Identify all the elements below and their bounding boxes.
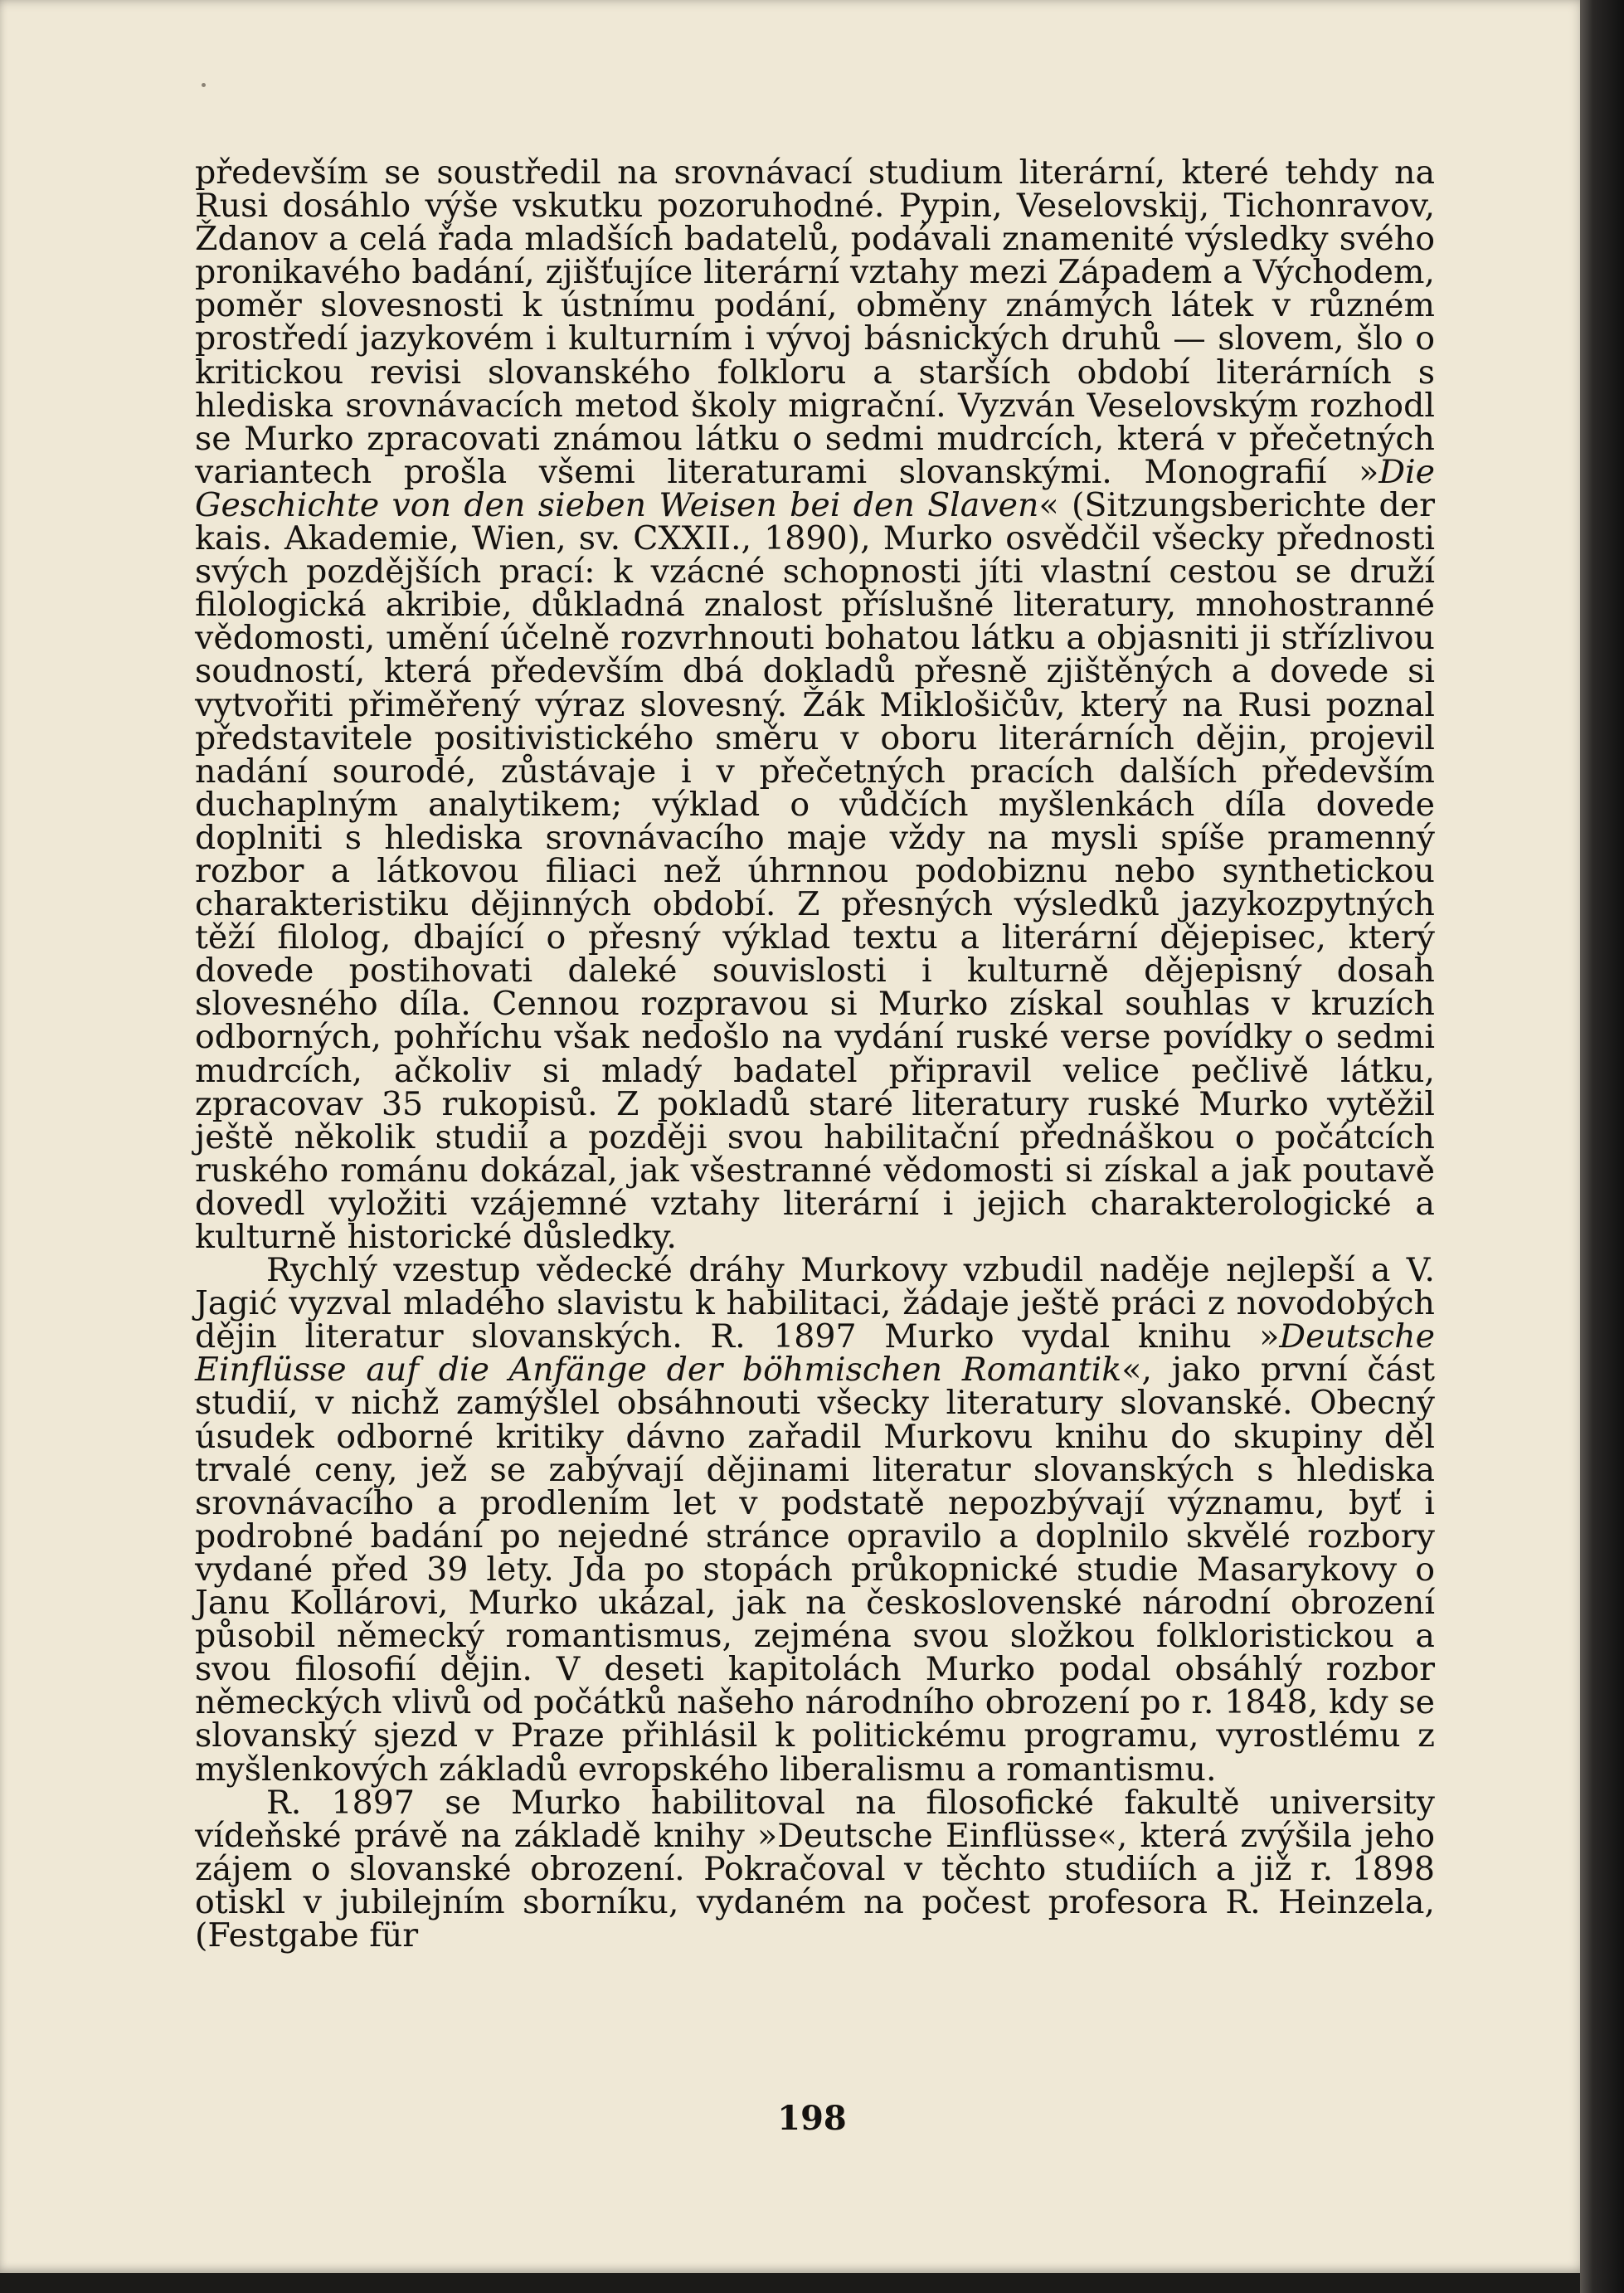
italic-title: Die Geschichte von den sieben Weisen bei den Slaven	[195, 452, 1435, 524]
paragraph	[195, 1251, 1436, 1789]
book-spine-shadow	[1580, 0, 1624, 2293]
body-text	[195, 153, 1436, 1955]
page-number: 198	[777, 2099, 847, 2138]
text-run: « (Sitzungsberichte der kais. Akademie, Wien, sv. CXXII., 1890), Murko osvědčil všecky přednosti svých pozdějších prací: k vzácné schopnosti jíti vlastní cestou se druží filologická akribie, důkladná znalost příslušné literatury, mnohostranné vědomosti, umění účelně rozvrhnouti bohatou látku a objasniti ji střízlivou soudností, která především dbá dokladů přesně zjištěných a dovede si vytvořiti přiměřený výraz slovesný. Žák Miklošičův, který na Rusi poznal představitele positivistického směru v oboru literárních dějin, projevil nadání sourodé, zůstávaje i v přečetných pracích dalších především duchaplným analytikem; výklad o vůdčích myšlenkách díla dovede doplniti s hlediska srovnávacího maje vždy na mysli spíše pramenný rozbor a látkovou filiaci než úhrnnou podobiznu nebo synthetickou charakteristiku dějinných období. Z přesných výsledků jazykozpytných těží filolog, dbající o přesný výklad textu a literární dějepisec, který dovede postihovati daleké souvislosti i kulturně dějepisný dosah slovesného díla. Cennou rozpravou si Murko získal souhlas v kruzích odborných, pohříchu však nedošlo na vydání ruské verse povídky o sedmi mudrcích, ačkoliv si mladý badatel připravil velice pečlivě látku, zpracovav 35 rukopisů. Z pokladů staré literatury ruské Murko vytěžil ještě několik studií a později svou habilitační přednáškou o počátcích ruského románu dokázal, jak všestranné vědomosti si získal a jak poutavě dovedl vyložiti vzájemné vztahy literární i jejich charakterologické a kulturně historické důsledky.	[195, 485, 1435, 1256]
text-run: «, jako první část studií, v nichž zamýšlel obsáhnouti všecky literatury slovanské. Obecný úsudek odborné kritiky dávno zařadil Murkovu knihu do skupiny děl trvalé ceny, jež se zabývají dějinami literatur slovanských s hlediska srovnávacího a prodlením let v podstatě nepozbývají významu, byť i podrobné badání po nejedné stránce opravilo a doplnilo skvělé rozbory vydané před 39 lety. Jda po stopách průkopnické studie Masarykovy o Janu Kollárovi, Murko ukázal, jak na československé národní obrození působil německý romantismus, zejména svou složkou folkloristickou a svou filosofií dějin. V deseti kapitolách Murko podal obsáhlý rozbor německých vlivů od počátků našeho národního obrození po r. 1848, kdy se slovanský sjezd v Praze přihlásil k politickému programu, vyrostlému z myšlenkových základů evropského liberalismu a romantismu.	[195, 1351, 1436, 1789]
speck-mark	[202, 83, 206, 87]
text-run: především se soustředil na srovnávací studium literární, které tehdy na Rusi dosáhlo výše vskutku pozoruhodné. Pypin, Veselovskij, Tichonravov, Ždanov a celá řada mladších badatelů, podávali znamenité výsledky svého pronikavého badání, zjišťujíce literární vztahy mezi Západem a Východem, poměr slovesnosti k ústnímu podání, obměny známých látek v různém prostředí jazykovém i kulturním i vývoj básnických druhů — slovem, šlo o kritickou revisi slovanského folkloru a starších období literárních s hlediska srovnávacích metod školy migrační. Vyzván Veselovským rozhodl se Murko zpracovati známou látku o sedmi mudrcích, která v přečetných variantech prošla všemi literaturami slovanskými. Monografií »	[195, 153, 1435, 491]
paragraph	[195, 153, 1435, 1256]
text-run: R. 1897 se Murko habilitoval na filosofické fakultě university vídeňské právě na základě knihy »Deutsche Einflüsse«, která zvýšila jeho zájem o slovanské obrození. Pokračoval v těchto studiích a již r. 1898 otiskl v jubilejním sborníku, vydaném na počest profesora R. Heinzela, (Festgabe für	[195, 1783, 1435, 1955]
paragraph	[195, 1783, 1435, 1955]
text-run: Rychlý vzestup vědecké dráhy Murkovy vzbudil naděje nejlepší a V. Jagić vyzval mladého slavistu k habilitaci, žádaje ještě práci z novodobých dějin literatur slovanských. R. 1897 Murko vydal knihu »	[195, 1251, 1435, 1356]
italic-title: Deutsche Einflüsse auf die Anfänge der böhmischen Romantik	[195, 1317, 1435, 1390]
